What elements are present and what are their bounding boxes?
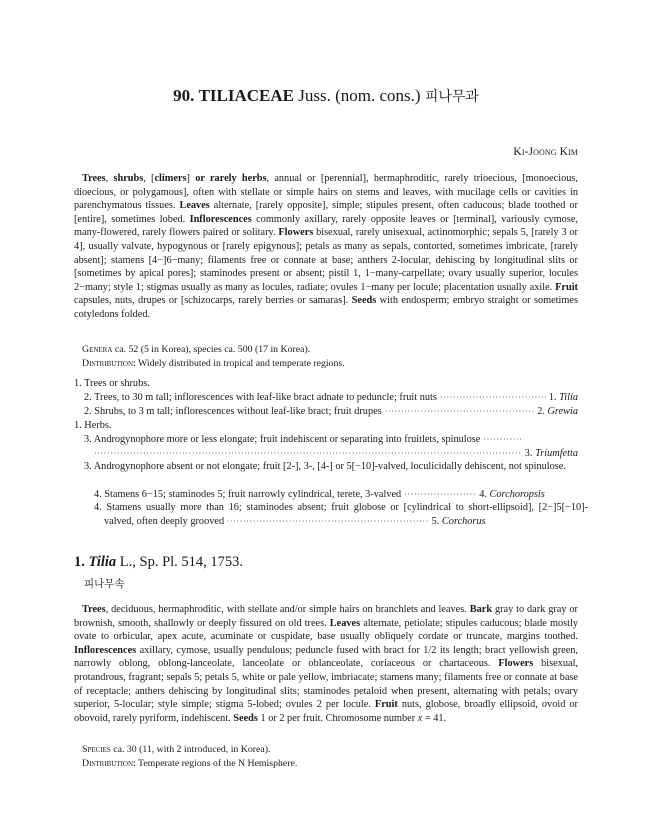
text-run: nuts, globose, broadly ellipsoid, ovoid or obovoid, rarely pyriform, indehiscent. [74,699,578,724]
text-run: = 41. [422,712,447,724]
text-run: gray to dark gray or brownish, smooth, shallowly or deeply fissured on old trees. [74,604,578,629]
key-taxon-grewia: Grewia [547,406,578,417]
key-taxon-corchoropsis: Corchoropsis [489,489,545,500]
bold-term: Fruit [374,699,398,711]
bold-term: shrubs [113,173,144,184]
key-line-8: 4. Stamens 6−15; staminodes 5; fruit narrowly cylindrical, terete, 3-valved ····· 4. Corchoropsis [94,488,578,501]
family-number: 90. [173,86,195,105]
genus-name: Tilia [88,554,117,570]
key-line-7: 3. Androgynophore absent or not elongate; fruit [2-], 3-, [4-] or 5[−10]-valved, loculicidally dehiscent, not spinulose. [84,461,566,472]
key-line-3: 2. Shrubs, to 3 m tall; inflorescences without leaf-like bract; fruit drupes ····· 2. Grewia [84,405,578,418]
bold-term: Leaves [179,200,210,212]
text-run: axillary, cymose, usually pendulous; peduncle fused with bract for 1/2 its length; bract yellowish green, narrowly oblong, oblong-lanceolate, lanceolate or oblanceolate, coriaceous or chartaceous. [74,644,578,670]
genus-description [74,603,578,725]
key-taxon-corchorus: Corchorus [441,515,486,527]
text-run: ] [186,173,196,184]
key-line-6: ····· 3. Triumfetta [94,447,578,460]
genus-title [74,554,243,571]
italic-term: x [417,712,423,724]
genus-citation: L., Sp. Pl. 514, 1753. [119,554,244,570]
bold-term: Bark [469,604,493,615]
text-run: , annual or [perennial], hermaphroditic, rarely trioecious, [monoecious, dioecious, or polygamous], often with stellate or simple hairs on stems and leaves, with mucilage cells or cavities in parenchymatous tissues. [74,173,578,212]
bold-term: Inflorescences [74,644,137,656]
bold-term: climers [154,173,187,184]
key-line-1: 1. Trees or shrubs. [74,378,150,389]
text-run: , [ [143,173,155,184]
bold-term: Seeds [233,712,258,724]
key-line-4: 1. Herbs. [74,420,112,431]
genus-korean-name: 피나무속 [84,578,125,590]
bold-term: Flowers [278,227,314,239]
bold-term: Trees [82,173,106,184]
bold-term: Trees [82,604,106,615]
family-description [74,172,578,322]
text-run: , [105,173,114,184]
genera-info: Genera ca. 52 (5 in Korea), species ca. 500 (17 in Korea). [82,344,311,355]
author-name: Ki-Joong Kim [513,146,578,158]
key-line-5: 3. Androgynophore more or less elongate; fruit indehiscent or separating into fruitlets, spinulose ····· [84,433,578,446]
key-taxon-triumfetta: Triumfetta [535,448,578,459]
family-name: TILIACEAE [198,86,294,105]
family-korean-name: 피나무과 [424,89,479,105]
text-run: bisexual, protandrous, fragrant; sepals 5; petals 5, white or pale yellow, imbriacate; stamens many; filaments free or connate at base of receptacle; anthers dehiscing by longitudinal slits; staminodes petaloid when present, alternating with petals; ovary superior, 5-locular; style simple; stigma 5-lobed; ovules 2 per locule. [74,658,579,711]
text-run: capsules, nuts, drupes or [schizocarps, rarely berries or samaras]. [74,295,352,307]
bold-term: Inflorescences [189,213,252,225]
genus-distribution-info: Distribution: Temperate regions of the N Hemisphere. [82,758,298,769]
text-run: commonly axillary, rarely opposite leaves or [terminal], variously cymose, many-flowered, rarely flowers paired or solitary. [74,213,578,239]
distribution-info: Distribution: Widely distributed in tropical and temperate regions. [82,358,345,369]
key-taxon-tilia: Tilia [559,392,578,403]
key-line-2: 2. Trees, to 30 m tall; inflorescences with leaf-like bract adnate to peduncle; fruit nuts ····· 1. Tilia [84,391,578,404]
bold-term: Fruit [555,281,578,293]
species-info: Species ca. 30 (11, with 2 introduced, in Korea). [82,744,271,755]
family-authority: Juss. (nom. cons.) [298,86,421,105]
text-run: , deciduous, hermaphroditic, with stellate and/or simple hairs on branchlets and leaves. [105,604,470,615]
family-title [74,86,578,107]
bold-term: Leaves [329,617,361,629]
text-run: alternate, [rarely opposite], simple; stipules present, often caducous; blade toothed or [entire], sometimes lobed. [74,200,578,225]
genus-number: 1. [74,554,85,570]
text-run: bisexual, rarely unisexual, actinomorphic; sepals 5, [rarely 3 or 4], usually valvate, hypogynous or [rarely epigynous]; petals as many as sepals, contorted, sometimes imbricate, [rarely absent]; stamens [4−]6−many; filaments free or connate at base; anthers 2-locular, dehiscing by longitudinal slits or [sometimes by apical pores]; staminodes present or absent; pistil 1, 1−many-carpellate; ovary usually superior, locules 2−many; style 1; stigmas usually as many as locules, radiate; ovules 1−many per locule; placentation usually axile. [74,227,578,293]
bold-term: Flowers [498,658,534,670]
bold-term: or rarely herbs [195,173,267,184]
key-line-9: 4. Stamens usually more than 16; staminodes absent; fruit globose or [cylindrical to short-ellipsoid], [2−]5[−10]-valved, often deeply grooved ······························································ 5. Corchorus [94,502,588,527]
text-run: with endosperm; embryo straight or sometimes cotyledons folded. [74,295,578,320]
bold-term: Seeds [351,295,377,307]
text-run: alternate, petiolate; stipules caducous; blade mostly ovate to orbicular, apex acute, acuminate or cuspidate, base usually obliquely cordate or truncate, margins toothed. [74,617,578,643]
text-run: 1 or 2 per fruit. Chromosome number [257,712,418,724]
